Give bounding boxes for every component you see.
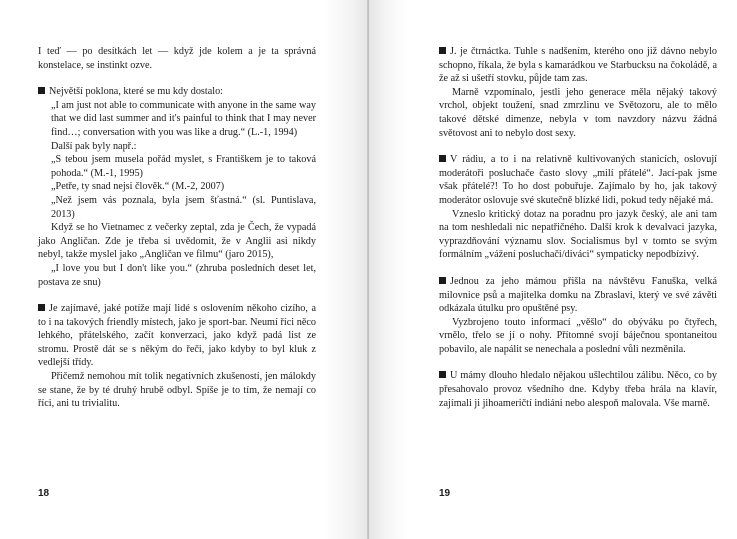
black-square-bullet-icon xyxy=(439,277,446,284)
paragraph: Vyzbrojeno touto informací „věšlo“ do obýváku po čtyřech, vrnělo, třelo se jí o nohy. Přítomné svojí báječnou spontaneitou pobavilo, ale napálit se nenechala a poslední vůli nezměnila. xyxy=(439,316,717,355)
left-page xyxy=(0,0,368,539)
paragraph: Když se ho Vietnamec z večerky zeptal, zda je Čech, že vypadá jako Angličan. Zde je třeba si uvědomit, že v Anglii asi nikdy nebyl, takže myslel jako „Angličan ve filmu“ (jaro 2015), xyxy=(38,222,316,261)
left-page-text xyxy=(38,45,316,411)
black-square-bullet-icon xyxy=(439,155,446,162)
black-square-bullet-icon xyxy=(439,47,446,54)
section-start-paragraph xyxy=(439,45,717,86)
paragraph: Další pak byly např.: xyxy=(51,140,137,152)
quote-paragraph: „Petře, ty snad nejsi člověk.“ (M.-2, 2007) xyxy=(51,181,225,193)
quote-paragraph: „S tebou jsem musela pořád myslet, s Františkem je to taková pohoda.“ (M.-1, 1995) xyxy=(51,154,316,179)
black-square-bullet-icon xyxy=(38,304,45,311)
quote-paragraph: „Než jsem vás poznala, byla jsem šťastná.“ (sl. Puntislava, 2013) xyxy=(51,194,316,220)
paragraph-text: U mámy dlouho hledalo nějakou ušlechtilou zálibu. Něco, co by přesahovalo provoz všedního dne. Kdyby třeba hrála na klavír, zajímali ji jihoameričtí indiáni nebo alespoň malovala. Vše marně. xyxy=(439,370,717,409)
quote-paragraph: „I love you but I don't like you.“ (zhruba posledních deset let, postava ze snu) xyxy=(38,262,316,288)
page-number: 19 xyxy=(439,488,451,499)
black-square-bullet-icon xyxy=(439,371,446,378)
section-start-paragraph xyxy=(38,85,316,99)
right-page-text xyxy=(439,45,717,410)
paragraph-text: J. je čtrnáctka. Tuhle s nadšením, kterého ono již dávno nebylo schopno, říkala, že byla s kamarádkou ve Starbucksu na čokoládě, a že až si ušetří stovku, půjde tam zas. xyxy=(439,46,717,85)
paragraph: I teď — po desítkách let — když jde kolem a je ta správná konstelace, se instinkt ozve. xyxy=(38,46,316,71)
page-number: 18 xyxy=(38,488,50,499)
paragraph: Vzneslo kritický dotaz na poradnu pro jazyk český, ale ani tam na tom neshledali nic nepatřičného. Další krok k devalvaci jazyka, vyprazdňování významu slov. Socialismus byl v tomto se svým formálním „vážení posluchači/diváci“ sympaticky nepodbízivý. xyxy=(439,208,717,261)
paragraph-text: Jednou za jeho mámou přišla na návštěvu Fanuška, velká milovnice psů a majitelka domku na Zbraslavi, který ve své závěti odkázala útulku pro opuštěné psy. xyxy=(439,275,717,315)
paragraph-text: V rádiu, a to i na relativně kultivovaných stanicích, oslovují moderátoři posluchače často slovy „milí přátelé“. Jací-pak jsme však přátelé?! To ho dost pobuřuje. Zajímalo by ho, jak takový moderátor oslovuje své skutečně blízké lidi, pokud tedy nějaké má. xyxy=(439,154,717,206)
paragraph: Marně vzpomínalo, jestli jeho generace měla nějaký takový vrchol, objekt toužení, snad zmrzlinu ve Světozoru, ale to mělo takové dětské dimenze, nebyla v tom navzdory názvu žádná světovost ani to nebylo dost sexy. xyxy=(439,86,717,139)
section-start-paragraph xyxy=(439,275,717,316)
section-start-paragraph xyxy=(439,369,717,410)
section-start-paragraph xyxy=(38,302,316,370)
paragraph-text: Největší poklona, které se mu kdy dostalo: xyxy=(49,86,224,98)
quote-paragraph: „I am just not able to communicate with anyone in the same way that we did last summer and it's painful to think that I may never find…; conversation with you was like a drug.“ (L.-1, 1994) xyxy=(51,99,316,138)
paragraph: Přičemž nemohou mít tolik negativních zkušeností, jen málokdy se stane, že by té druhý hrubě odbyl. Spíše je to tím, že nemají co říci, ani tu trivialitu. xyxy=(38,371,316,410)
section-start-paragraph xyxy=(439,153,717,207)
black-square-bullet-icon xyxy=(38,87,45,94)
paragraph-text: Je zajímavé, jaké potíže mají lidé s oslovením někoho cizího, a to i na takových friendly místech, jako je sport-bar. Neumí říci něco lehkého, přátelského, začít konverzaci, jako když padá list ze stromu. Prostě dát se s někým do řeči, jako kdyby to byl kluk z vedlejší třídy. xyxy=(38,303,316,369)
right-page xyxy=(369,0,737,539)
